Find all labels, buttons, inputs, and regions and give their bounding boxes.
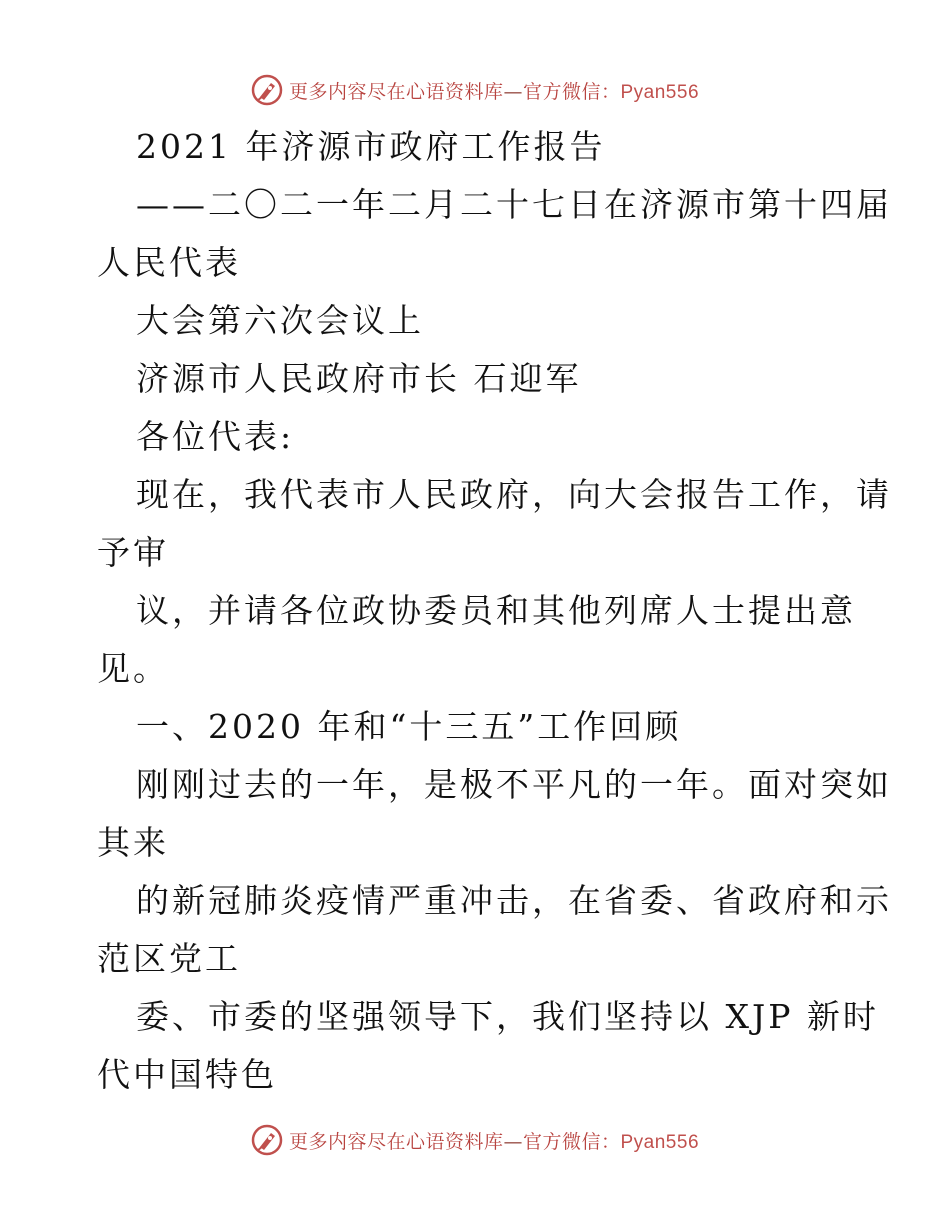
paragraph-line: 的新冠肺炎疫情严重冲击，在省委、省政府和示 xyxy=(136,881,892,920)
document-salutation: 各位代表: xyxy=(136,417,295,456)
paragraph-line: 予审 xyxy=(97,533,169,572)
watermark-text xyxy=(289,77,699,104)
watermark-wechat-label: 官方微信： xyxy=(522,80,621,103)
document-title: 2021 年济源市政府工作报告 xyxy=(136,127,606,166)
watermark-banner-top xyxy=(0,70,950,110)
watermark-separator: — xyxy=(503,80,523,103)
watermark-site-text: 更多内容尽在心语资料库 xyxy=(288,80,504,103)
watermark-site-text: 更多内容尽在心语资料库 xyxy=(288,1130,504,1153)
paragraph-line: 见。 xyxy=(97,649,169,688)
document-subtitle-line-2: 人民代表 xyxy=(97,243,241,282)
watermark-wechat-label: 官方微信： xyxy=(522,1130,621,1153)
document-subtitle-line-1: ——二〇二一年二月二十七日在济源市第十四届 xyxy=(136,185,892,224)
paragraph-line: 范区党工 xyxy=(97,939,241,978)
paragraph-line: 议，并请各位政协委员和其他列席人士提出意 xyxy=(136,591,856,630)
document-subtitle-line-3: 大会第六次会议上 xyxy=(136,301,424,340)
paragraph-line: 委、市委的坚强领导下，我们坚持以 XJP 新时 xyxy=(136,997,879,1036)
paragraph-line: 其来 xyxy=(97,823,169,862)
paragraph-line: 刚刚过去的一年，是极不平凡的一年。面对突如 xyxy=(136,765,892,804)
paragraph-line: 代中国特色 xyxy=(97,1055,277,1094)
pen-nib-logo-icon xyxy=(251,1124,283,1156)
paragraph-line: 现在，我代表市人民政府，向大会报告工作，请 xyxy=(136,475,892,514)
watermark-separator: — xyxy=(503,1130,523,1153)
document-author: 济源市人民政府市长 石迎军 xyxy=(136,359,582,398)
pen-nib-logo-icon xyxy=(251,74,283,106)
watermark-banner-bottom xyxy=(0,1120,950,1160)
document-body xyxy=(97,118,892,1104)
watermark-wechat-handle: Pyan556 xyxy=(620,81,700,103)
section-heading: 一、2020 年和“十三五”工作回顾 xyxy=(136,707,682,746)
watermark-wechat-handle: Pyan556 xyxy=(620,1131,700,1153)
watermark-text xyxy=(289,1127,699,1154)
